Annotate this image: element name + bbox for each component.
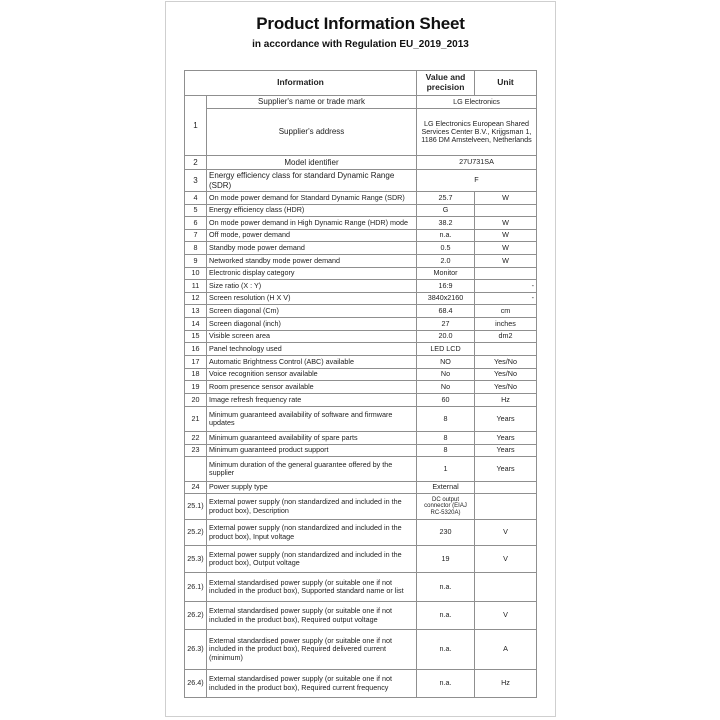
row-value: 8 <box>417 407 475 432</box>
row-value: 38.2 <box>417 217 475 230</box>
row-label: Automatic Brightness Control (ABC) available <box>207 356 417 369</box>
header-unit: Unit <box>475 71 537 96</box>
table-row <box>185 494 537 520</box>
table-row <box>185 520 537 546</box>
row-number: 3 <box>185 170 207 192</box>
row-number: 13 <box>185 305 207 318</box>
row-unit: A <box>475 630 537 670</box>
row-number: 6 <box>185 217 207 230</box>
row-value: n.a. <box>417 230 475 242</box>
row-value: 8 <box>417 445 475 457</box>
row-unit: Years <box>475 457 537 482</box>
row-value: G <box>417 205 475 217</box>
table-row <box>185 331 537 343</box>
row-value: No <box>417 381 475 394</box>
row-value: 27U731SA <box>417 156 537 170</box>
row-number <box>185 457 207 482</box>
row-number: 26.2) <box>185 602 207 630</box>
row-number: 4 <box>185 192 207 205</box>
row-number: 10 <box>185 268 207 280</box>
row-label: Room presence sensor available <box>207 381 417 394</box>
table-row <box>185 356 537 369</box>
row-value: 68.4 <box>417 305 475 318</box>
header-information: Information <box>185 71 417 96</box>
row-label: Energy efficiency class (HDR) <box>207 205 417 217</box>
row-unit: V <box>475 546 537 573</box>
row-label: Panel technology used <box>207 343 417 356</box>
row-number: 26.3) <box>185 630 207 670</box>
row-number: 14 <box>185 318 207 331</box>
row-number: 25.1) <box>185 494 207 520</box>
row-unit: Hz <box>475 394 537 407</box>
row-value: DC output connector (EIAJ RC-5320A) <box>417 494 475 520</box>
row-label: Off mode, power demand <box>207 230 417 242</box>
table-row <box>185 394 537 407</box>
row-label: Standby mode power demand <box>207 242 417 255</box>
row-unit: Yes/No <box>475 356 537 369</box>
product-info-table <box>184 70 537 698</box>
row-unit: W <box>475 217 537 230</box>
table-row <box>185 407 537 432</box>
row-label: Visible screen area <box>207 331 417 343</box>
table-row <box>185 280 537 293</box>
row-unit: - <box>475 293 537 305</box>
table-row <box>185 217 537 230</box>
row-unit <box>475 494 537 520</box>
table-row <box>185 546 537 573</box>
row-label: Supplier's address <box>207 109 417 156</box>
row-number: 17 <box>185 356 207 369</box>
table-header-row <box>185 71 537 96</box>
row-value: 27 <box>417 318 475 331</box>
row-unit <box>475 268 537 280</box>
row-label: On mode power demand for Standard Dynamic Range (SDR) <box>207 192 417 205</box>
table-row <box>185 630 537 670</box>
row-unit: - <box>475 280 537 293</box>
row-number: 15 <box>185 331 207 343</box>
row-unit <box>475 573 537 602</box>
row-unit: V <box>475 602 537 630</box>
row-unit: Hz <box>475 670 537 698</box>
row-label: External standardised power supply (or suitable one if not included in the product box), Required output voltage <box>207 602 417 630</box>
row-value: 2.0 <box>417 255 475 268</box>
row-label: On mode power demand in High Dynamic Range (HDR) mode <box>207 217 417 230</box>
row-label: External power supply (non standardized and included in the product box), Output voltage <box>207 546 417 573</box>
row-number: 2 <box>185 156 207 170</box>
table-row <box>185 230 537 242</box>
row-label: Minimum duration of the general guarantee offered by the supplier <box>207 457 417 482</box>
row-unit: dm2 <box>475 331 537 343</box>
table-row <box>185 381 537 394</box>
row-label: Image refresh frequency rate <box>207 394 417 407</box>
row-unit: W <box>475 255 537 268</box>
row-unit <box>475 343 537 356</box>
row-label: External standardised power supply (or suitable one if not included in the product box), Required delivered current (minimum) <box>207 630 417 670</box>
row-number: 20 <box>185 394 207 407</box>
row-value: 60 <box>417 394 475 407</box>
table-row <box>185 482 537 494</box>
row-value: LG Electronics European Shared Services Center B.V., Krijgsman 1, 1186 DM Amstelveen, Netherlands <box>417 109 537 156</box>
row-unit: W <box>475 242 537 255</box>
table-row <box>185 255 537 268</box>
row-number: 5 <box>185 205 207 217</box>
row-label: External power supply (non standardized and included in the product box), Input voltage <box>207 520 417 546</box>
row-unit <box>475 205 537 217</box>
row-label: Screen resolution (H X V) <box>207 293 417 305</box>
table-row <box>185 205 537 217</box>
table-row <box>185 432 537 445</box>
row-label: Minimum guaranteed availability of software and firmware updates <box>207 407 417 432</box>
row-value: n.a. <box>417 670 475 698</box>
row-value: 230 <box>417 520 475 546</box>
row-label: Voice recognition sensor available <box>207 369 417 381</box>
row-label: Model identifier <box>207 156 417 170</box>
row-unit: inches <box>475 318 537 331</box>
row-unit: W <box>475 230 537 242</box>
row-value: 25.7 <box>417 192 475 205</box>
row-value: n.a. <box>417 602 475 630</box>
row-label: External standardised power supply (or suitable one if not included in the product box), Required current frequency <box>207 670 417 698</box>
row-number: 7 <box>185 230 207 242</box>
table-row <box>185 293 537 305</box>
row-value: n.a. <box>417 630 475 670</box>
row-unit: cm <box>475 305 537 318</box>
table-row <box>185 369 537 381</box>
row-label: Networked standby mode power demand <box>207 255 417 268</box>
row-value: No <box>417 369 475 381</box>
row-number: 11 <box>185 280 207 293</box>
table-row <box>185 268 537 280</box>
page-title: Product Information Sheet <box>256 14 465 33</box>
table-row <box>185 318 537 331</box>
row-label: External power supply (non standardized and included in the product box), Description <box>207 494 417 520</box>
row-value: 20.0 <box>417 331 475 343</box>
row-number: 19 <box>185 381 207 394</box>
row-value: 19 <box>417 546 475 573</box>
row-number: 22 <box>185 432 207 445</box>
row-number: 9 <box>185 255 207 268</box>
row-label: Supplier's name or trade mark <box>207 96 417 109</box>
row-number: 18 <box>185 369 207 381</box>
row-label: External standardised power supply (or suitable one if not included in the product box), Supported standard name or list <box>207 573 417 602</box>
row-number: 26.4) <box>185 670 207 698</box>
row-label: Screen diagonal (inch) <box>207 318 417 331</box>
row-number: 24 <box>185 482 207 494</box>
table-row <box>185 602 537 630</box>
row-value: External <box>417 482 475 494</box>
row-unit: Years <box>475 432 537 445</box>
row-unit: V <box>475 520 537 546</box>
row-label: Minimum guaranteed product support <box>207 445 417 457</box>
row-value: NO <box>417 356 475 369</box>
row-number: 1 <box>185 96 207 156</box>
table-row <box>185 457 537 482</box>
row-unit <box>475 482 537 494</box>
row-number: 26.1) <box>185 573 207 602</box>
row-value: Monitor <box>417 268 475 280</box>
row-number: 25.2) <box>185 520 207 546</box>
row-label: Energy efficiency class for standard Dynamic Range (SDR) <box>207 170 417 192</box>
row-label: Minimum guaranteed availability of spare parts <box>207 432 417 445</box>
row-number: 21 <box>185 407 207 432</box>
row-number: 8 <box>185 242 207 255</box>
table-row <box>185 109 537 156</box>
row-unit: Yes/No <box>475 369 537 381</box>
table-row <box>185 192 537 205</box>
product-information-sheet <box>165 1 556 717</box>
table-row <box>185 343 537 356</box>
table-row <box>185 156 537 170</box>
row-number: 12 <box>185 293 207 305</box>
row-label: Screen diagonal (Cm) <box>207 305 417 318</box>
table-row <box>185 445 537 457</box>
table-row <box>185 670 537 698</box>
table-row <box>185 96 537 109</box>
row-unit: Years <box>475 407 537 432</box>
row-label: Electronic display category <box>207 268 417 280</box>
row-value: F <box>417 170 537 192</box>
row-number: 25.3) <box>185 546 207 573</box>
table-row <box>185 170 537 192</box>
header-value: Value and precision <box>417 71 475 96</box>
row-unit: Yes/No <box>475 381 537 394</box>
row-value: LG Electronics <box>417 96 537 109</box>
row-value: n.a. <box>417 573 475 602</box>
table-row <box>185 305 537 318</box>
row-value: 1 <box>417 457 475 482</box>
row-unit: Years <box>475 445 537 457</box>
row-unit: W <box>475 192 537 205</box>
row-value: 0.5 <box>417 242 475 255</box>
row-value: 8 <box>417 432 475 445</box>
table-row <box>185 242 537 255</box>
table-row <box>185 573 537 602</box>
row-label: Power supply type <box>207 482 417 494</box>
row-value: 3840x2160 <box>417 293 475 305</box>
row-value: LED LCD <box>417 343 475 356</box>
row-label: Size ratio (X : Y) <box>207 280 417 293</box>
page-subtitle: in accordance with Regulation EU_2019_2013 <box>252 39 469 50</box>
row-value: 16:9 <box>417 280 475 293</box>
row-number: 16 <box>185 343 207 356</box>
row-number: 23 <box>185 445 207 457</box>
